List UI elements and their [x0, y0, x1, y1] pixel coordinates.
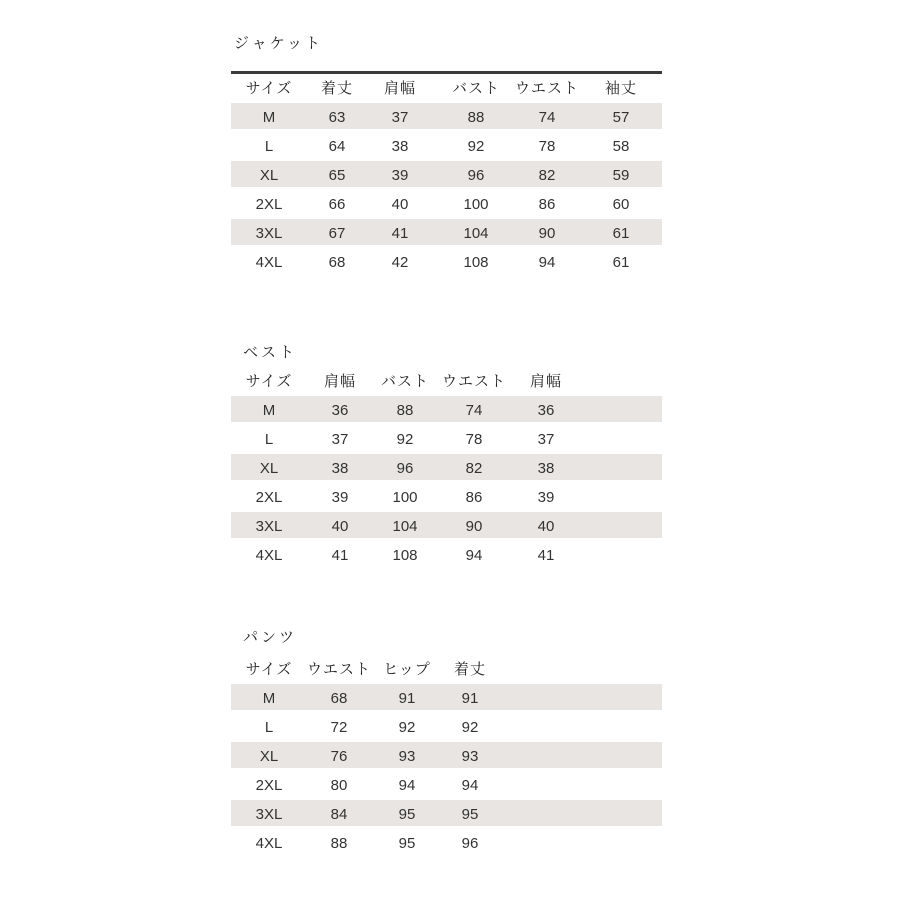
vest-table-cell: 100	[392, 489, 418, 506]
pants-size-table	[231, 655, 662, 858]
pants-table-cell: 94	[461, 777, 479, 794]
jacket-table-cell: 108	[463, 254, 489, 271]
pants-header-cell: 着丈	[453, 660, 487, 678]
vest-table-cell: 88	[396, 402, 414, 419]
pants-table-cell: 95	[398, 806, 416, 823]
jacket-table-cell: 88	[467, 109, 485, 126]
jacket-table-cell: 61	[612, 254, 630, 271]
jacket-table-cell: 86	[538, 196, 556, 213]
jacket-table-cell: 94	[538, 254, 556, 271]
jacket-table-cell: 65	[328, 167, 346, 184]
vest-table-cell: 4XL	[255, 547, 283, 564]
jacket-table-cell: XL	[259, 167, 279, 184]
pants-table-cell: 84	[330, 806, 348, 823]
vest-table-row	[231, 454, 662, 483]
vest-title: ベスト	[243, 343, 298, 361]
vest-header-cell: サイズ	[245, 372, 293, 390]
jacket-table-cell: 39	[391, 167, 409, 184]
pants-table-cell: 3XL	[255, 806, 283, 823]
vest-table-cell: 37	[537, 431, 555, 448]
vest-table-cell: 39	[331, 489, 349, 506]
vest-table-row	[231, 425, 662, 454]
jacket-table-cell: M	[262, 109, 276, 126]
vest-table-cell: XL	[259, 460, 279, 477]
vest-size-table	[231, 367, 662, 570]
jacket-table-row	[231, 248, 662, 277]
pants-table-cell: 94	[398, 777, 416, 794]
jacket-table-cell: 58	[612, 138, 630, 155]
vest-table-cell: M	[262, 402, 276, 419]
pants-table-cell: 91	[461, 690, 479, 707]
jacket-table-cell: 4XL	[255, 254, 283, 271]
jacket-table-cell: 61	[612, 225, 630, 242]
vest-table-cell: 36	[331, 402, 349, 419]
jacket-table-cell: 59	[612, 167, 630, 184]
jacket-table-cell: 74	[538, 109, 556, 126]
vest-header-row	[231, 367, 662, 396]
vest-table-cell: 38	[331, 460, 349, 477]
vest-table-cell: 3XL	[255, 518, 283, 535]
vest-table-cell: 96	[396, 460, 414, 477]
jacket-table-cell: 67	[328, 225, 346, 242]
jacket-table-cell: 63	[328, 109, 346, 126]
jacket-header-cell: 肩幅	[383, 79, 417, 97]
pants-header-row	[231, 655, 662, 684]
jacket-table-cell: 40	[391, 196, 409, 213]
jacket-size-table	[231, 74, 662, 277]
jacket-header-cell: 袖丈	[604, 79, 638, 97]
jacket-table-cell: 82	[538, 167, 556, 184]
pants-table-row	[231, 742, 662, 771]
pants-table-cell: 72	[330, 719, 348, 736]
jacket-table-cell: 96	[467, 167, 485, 184]
pants-table-cell: 80	[330, 777, 348, 794]
jacket-table-cell: 64	[328, 138, 346, 155]
vest-table-cell: 41	[537, 547, 555, 564]
vest-header-cell: 肩幅	[323, 372, 357, 390]
vest-table-cell: L	[264, 431, 274, 448]
vest-table-cell: 90	[465, 518, 483, 535]
pants-table-cell: M	[262, 690, 276, 707]
jacket-table-cell: 38	[391, 138, 409, 155]
pants-table-cell: 92	[398, 719, 416, 736]
pants-header-cell: ヒップ	[383, 660, 431, 678]
jacket-title: ジャケット	[234, 34, 323, 52]
vest-table-cell: 37	[331, 431, 349, 448]
pants-table-cell: 93	[398, 748, 416, 765]
vest-table-cell: 104	[392, 518, 418, 535]
pants-header-cell: ウエスト	[306, 660, 372, 678]
pants-table-cell: 95	[398, 835, 416, 852]
pants-table-row	[231, 713, 662, 742]
pants-table-row	[231, 800, 662, 829]
vest-table-cell: 82	[465, 460, 483, 477]
vest-header-cell: 肩幅	[529, 372, 563, 390]
pants-table-cell: 68	[330, 690, 348, 707]
pants-header-cell: サイズ	[245, 660, 293, 678]
pants-table-cell: 95	[461, 806, 479, 823]
jacket-header-row	[231, 74, 662, 103]
vest-table-row	[231, 396, 662, 425]
vest-table-cell: 74	[465, 402, 483, 419]
pants-table-cell: L	[264, 719, 274, 736]
jacket-table-cell: 57	[612, 109, 630, 126]
jacket-header-cell: サイズ	[245, 79, 293, 97]
pants-table-cell: 91	[398, 690, 416, 707]
vest-table-row	[231, 541, 662, 570]
jacket-header-cell: 着丈	[320, 79, 354, 97]
vest-table-cell: 40	[331, 518, 349, 535]
vest-table-cell: 86	[465, 489, 483, 506]
pants-table-cell: 88	[330, 835, 348, 852]
vest-table-cell: 41	[331, 547, 349, 564]
vest-table-cell: 40	[537, 518, 555, 535]
jacket-table-cell: 42	[391, 254, 409, 271]
jacket-table-row	[231, 161, 662, 190]
pants-table-row	[231, 829, 662, 858]
pants-title: パンツ	[243, 628, 298, 646]
pants-table-cell: 4XL	[255, 835, 283, 852]
vest-table-cell: 38	[537, 460, 555, 477]
pants-table-row	[231, 771, 662, 800]
jacket-table-cell: 60	[612, 196, 630, 213]
jacket-table-cell: 100	[463, 196, 489, 213]
jacket-table-cell: 78	[538, 138, 556, 155]
vest-table-cell: 36	[537, 402, 555, 419]
jacket-table-cell: 37	[391, 109, 409, 126]
jacket-table-cell: 90	[538, 225, 556, 242]
jacket-table-cell: L	[264, 138, 274, 155]
jacket-table-cell: 41	[391, 225, 409, 242]
jacket-table-cell: 92	[467, 138, 485, 155]
jacket-table-cell: 104	[463, 225, 489, 242]
vest-table-row	[231, 512, 662, 541]
jacket-table-row	[231, 132, 662, 161]
pants-table-cell: 93	[461, 748, 479, 765]
vest-header-cell: バスト	[380, 372, 430, 390]
jacket-table-cell: 3XL	[255, 225, 283, 242]
vest-table-cell: 78	[465, 431, 483, 448]
jacket-table-row	[231, 190, 662, 219]
pants-table-cell: 96	[461, 835, 479, 852]
pants-table-cell: 92	[461, 719, 479, 736]
jacket-table-cell: 66	[328, 196, 346, 213]
jacket-table-row	[231, 219, 662, 248]
jacket-header-cell: ウエスト	[514, 79, 580, 97]
pants-table-cell: XL	[259, 748, 279, 765]
vest-header-cell: ウエスト	[441, 372, 507, 390]
pants-table-cell: 76	[330, 748, 348, 765]
jacket-table-cell: 68	[328, 254, 346, 271]
jacket-header-cell: バスト	[451, 79, 501, 97]
jacket-table-row	[231, 103, 662, 132]
vest-table-cell: 92	[396, 431, 414, 448]
vest-table-cell: 108	[392, 547, 418, 564]
jacket-table-cell: 2XL	[255, 196, 283, 213]
vest-table-cell: 94	[465, 547, 483, 564]
pants-table-cell: 2XL	[255, 777, 283, 794]
vest-table-cell: 39	[537, 489, 555, 506]
vest-table-row	[231, 483, 662, 512]
vest-table-cell: 2XL	[255, 489, 283, 506]
pants-table-row	[231, 684, 662, 713]
